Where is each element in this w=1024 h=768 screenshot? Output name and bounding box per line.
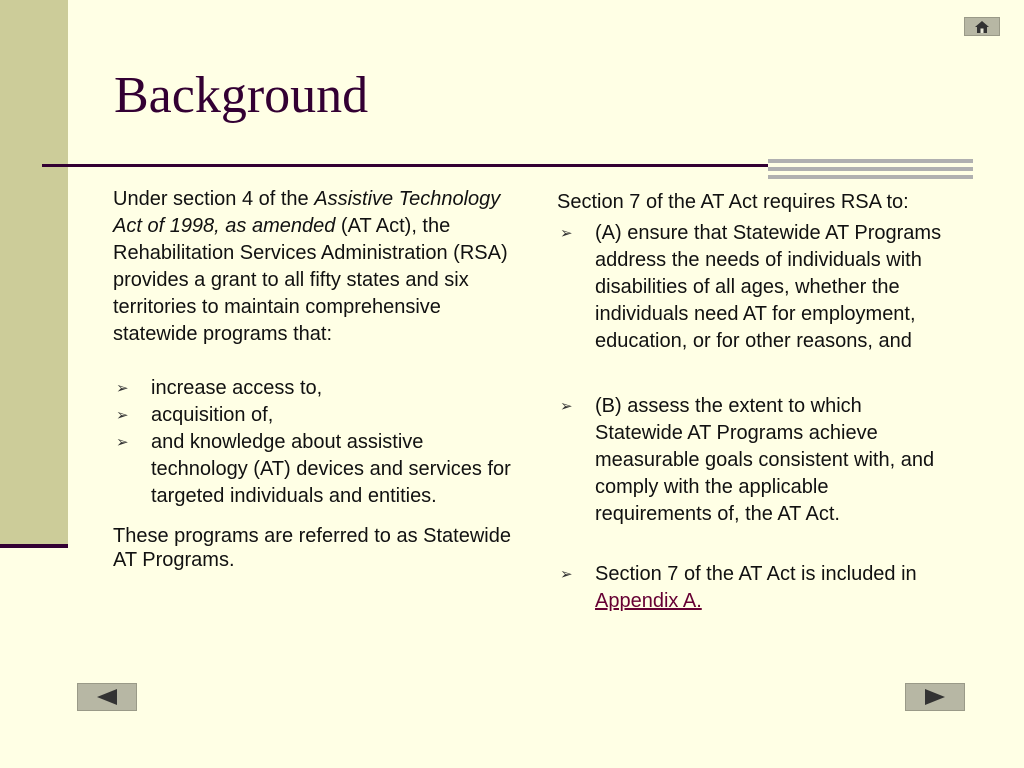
bullet-text: and knowledge about assistive technology (AT) devices and services for targeted individuals and entities. (151, 431, 511, 507)
bullet-text: Section 7 of the AT Act is included in (595, 563, 917, 585)
right-intro-paragraph: Section 7 of the AT Act requires RSA to: (557, 191, 909, 213)
bullet-text: increase access to, (151, 377, 323, 399)
bullet-text: (B) assess the extent to which Statewide AT Programs achieve measurable goals consistent with, and comply with the applicable requirements of, the AT Act. (595, 395, 935, 525)
bullet-text: (A) ensure that Statewide AT Programs address the needs of individuals with disabilities of all ages, whether the individuals need AT for employment, education, or for other reasons, and (595, 222, 942, 352)
left-intro-continued: (AT Act), the Rehabilitation Services Administration (RSA) provides a grant to all fifty states and six territories to maintain comprehensive statewide programs that: (113, 215, 508, 345)
list-item (557, 393, 950, 528)
left-intro-text: Under section 4 of the (113, 188, 315, 210)
appendix-a-link[interactable]: Appendix A. (595, 590, 702, 612)
slide-title: Background (114, 67, 369, 124)
left-band-underline (0, 544, 68, 548)
previous-slide-button[interactable] (77, 683, 137, 711)
bullet-arrow-icon: ➢ (560, 566, 573, 583)
list-item (557, 561, 967, 615)
bullet-text: acquisition of, (151, 404, 274, 426)
list-item (113, 375, 523, 402)
bullet-arrow-icon: ➢ (116, 380, 129, 397)
title-divider (42, 164, 768, 167)
title-divider-accent (768, 159, 973, 179)
bullet-arrow-icon: ➢ (116, 434, 129, 451)
left-intro-paragraph (113, 186, 523, 348)
bullet-arrow-icon: ➢ (560, 225, 573, 242)
bullet-arrow-icon: ➢ (116, 407, 129, 424)
bullet-arrow-icon: ➢ (560, 398, 573, 415)
home-icon (975, 21, 989, 33)
list-item (113, 402, 523, 429)
left-bullet-list (113, 375, 523, 510)
left-column (113, 186, 523, 572)
right-bullet-list (557, 220, 967, 615)
left-closing-paragraph: These programs are referred to as Statewide AT Programs. (113, 525, 511, 571)
list-item (113, 429, 523, 510)
left-arrow-icon (97, 689, 117, 705)
right-column (557, 186, 967, 615)
list-item (557, 220, 950, 355)
right-arrow-icon (925, 689, 945, 705)
act-title-italic: Assistive Technology Act of 1998, as amended (113, 188, 501, 237)
next-slide-button[interactable] (905, 683, 965, 711)
left-decorative-band (0, 0, 68, 548)
home-button[interactable] (964, 17, 1000, 36)
